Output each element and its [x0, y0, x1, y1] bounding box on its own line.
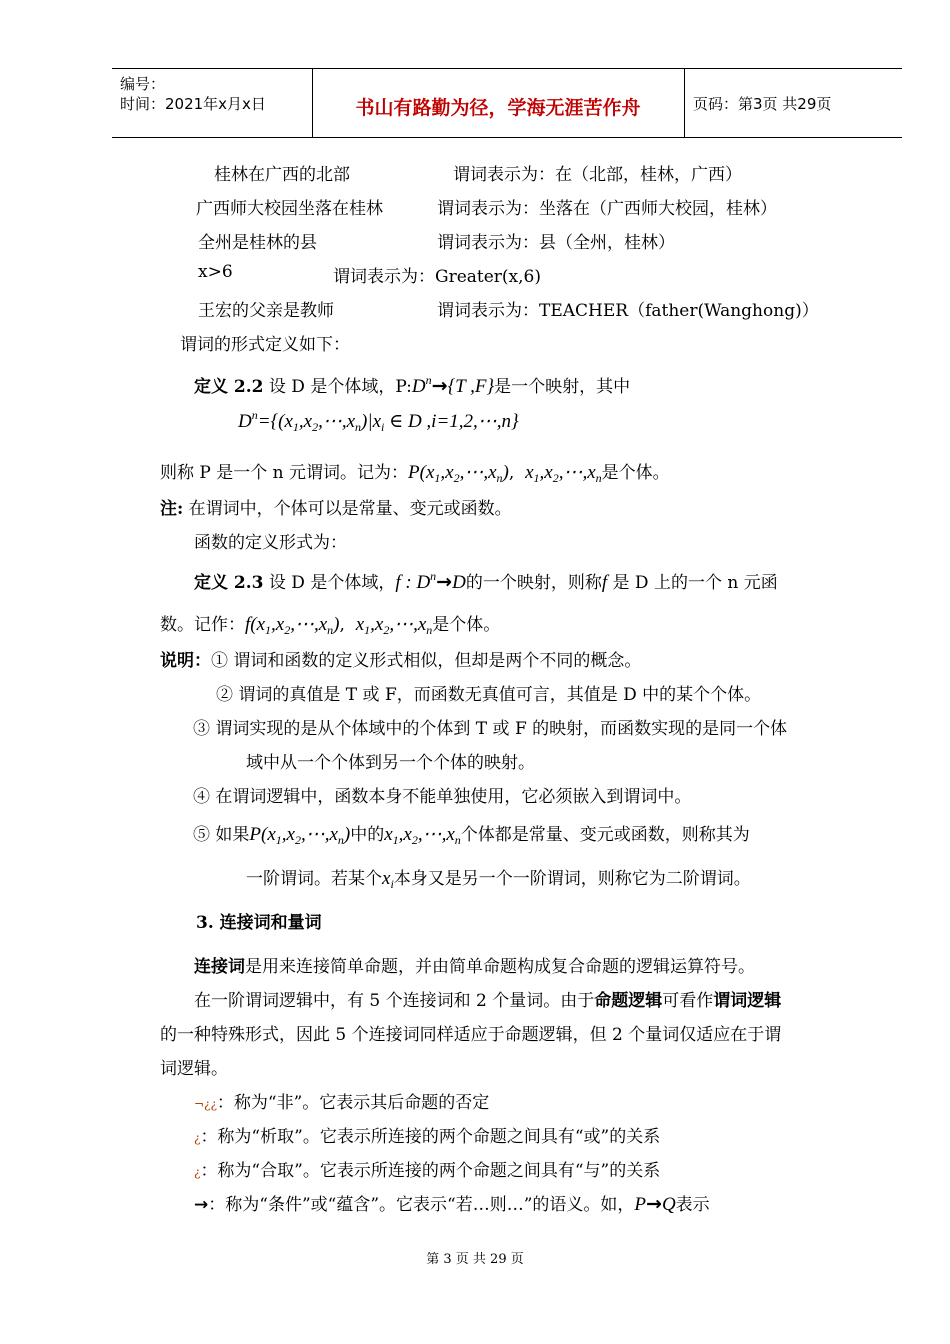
explanation-item-4: ④ 在谓词逻辑中，函数本身不能单独使用，它必须嵌入到谓词中。: [193, 787, 692, 807]
definition-2-3-text-d: 数。记作：: [160, 615, 245, 635]
explanation-item-5a: ⑤ 如果: [193, 825, 250, 845]
predicate-notation: $P(x_1,x_2,\cdots,x_n)$: [408, 462, 509, 485]
definition-2-3-text-c: 是 D 上的一个 n 元函: [607, 573, 778, 593]
explanation-item-2: ② 谓词的真值是 T 或 F，而函数无真值可言，其值是 D 中的某个个体。: [216, 685, 762, 705]
example-sentence-5: 王宏的父亲是教师: [198, 301, 334, 321]
header-motto-cell: [312, 69, 685, 137]
example-sentence-2: 广西师大校园坐落在桂林: [196, 199, 383, 219]
header-page-cell: [685, 69, 902, 137]
definition-2-3-text-a: 设 D 是个体域，: [263, 573, 396, 593]
disjunction-symbol: ¿: [194, 1131, 201, 1145]
paragraph-2-line-3: 词逻辑。: [160, 1059, 228, 1079]
function-definition-intro: 函数的定义形式为：: [194, 533, 347, 553]
explanation-item-5-cont: [246, 864, 751, 892]
paragraph-2-line-2: 的一种特殊形式，因此 5 个连接词同样适应于命题逻辑，但 2 个量词仅适应在于谓: [160, 1025, 782, 1045]
page-footer: 第 3 页 共 29 页: [426, 1252, 524, 1267]
explanation-item-3a: ③ 谓词实现的是从个体域中的个体到 T 或 F 的映射，而函数实现的是同一个体: [193, 719, 788, 739]
definition-2-2-mapping: $D^n\to\{T$ ,F}: [411, 373, 495, 397]
note-line: [160, 494, 512, 519]
header-info-cell: [112, 69, 313, 137]
predicate-notation-2: $P(x_1,x_2,\cdots,x_n)$: [249, 824, 351, 847]
conjunction-line: [194, 1156, 660, 1181]
disjunction-text: ：称为“析取”。它表示所连接的两个命题之间具有“或”的关系: [200, 1127, 661, 1147]
example-predicate-4: 谓词表示为：Greater(x,6): [333, 267, 541, 287]
conjunction-symbol: ¿: [194, 1165, 201, 1179]
example-predicate-1: 谓词表示为：在（北部，桂林，广西）: [453, 165, 742, 185]
definition-2-3-text-b: 的一个映射，则称: [465, 573, 602, 593]
implication-example: P→Q: [634, 1193, 676, 1215]
paragraph-2-line-1: [194, 986, 781, 1011]
connective-definition: [194, 952, 755, 977]
definition-2-2-text-d: 是个体。: [601, 463, 670, 483]
document-number-label: 编号：: [120, 75, 166, 93]
header-page-info: 页码：第3页 共29页: [693, 95, 832, 113]
function-individuals-list: $x_1,x_2,\cdots,x_n$: [355, 614, 433, 637]
paragraph-2-part-c: 可看作: [662, 991, 714, 1011]
predicate-logic-term: 谓词逻辑: [713, 991, 782, 1011]
example-predicate-3: 谓词表示为：县（全州，桂林）: [437, 233, 675, 253]
section-3-title: 3. 连接词和量词: [196, 913, 322, 933]
formal-definition-intro: 谓词的形式定义如下：: [180, 335, 350, 355]
implication-line: [194, 1190, 710, 1216]
definition-2-2-line: [194, 372, 630, 398]
example-predicate-5: 谓词表示为：TEACHER（father(Wanghong)）: [437, 301, 819, 321]
example-sentence-3: 全州是桂林的县: [198, 233, 317, 253]
example-sentence-1: 桂林在广西的北部: [214, 165, 350, 185]
explanation-label: 说明：: [160, 651, 211, 671]
negation-symbol: ¬¿¿: [194, 1097, 217, 1111]
explanation-item-1-line: [160, 646, 641, 671]
propositional-logic-term: 命题逻辑: [594, 991, 663, 1011]
explanation-item-3b: 域中从一个个体到另一个个体的映射。: [246, 753, 535, 773]
implication-arrow-icon: →: [194, 1195, 209, 1215]
connective-definition-text: 是用来连接简单命题，并由简单命题构成复合命题的逻辑运算符号。: [245, 957, 755, 977]
definition-2-2-text-b: 是一个映射，其中: [494, 377, 631, 397]
connective-term: 连接词: [194, 957, 245, 977]
document-time-label: 时间：2021年x月x日: [120, 95, 266, 113]
definition-2-3-label: 定义 2.3: [194, 573, 264, 593]
explanation-item-1: ① 谓词和函数的定义形式相似，但却是两个不同的概念。: [211, 651, 642, 671]
function-symbol: f: [601, 572, 608, 593]
function-notation: $f(x_1,x_2,\cdots,x_n)$: [245, 614, 340, 637]
example-predicate-2: 谓词表示为：坐落在（广西师大校园，桂林）: [437, 199, 777, 219]
header-motto: 书山有路勤为径，学海无涯苦作舟: [355, 97, 641, 119]
definition-2-3-notation: 数。记作：$f(x_1,x_2,\cdots,x_n)$, $x_1,x_2,\cdots,x_n$是个体。: [160, 614, 501, 637]
function-mapping: f : $D^n\to D$: [395, 569, 466, 593]
page-header: [112, 68, 902, 138]
definition-2-2-text-a: 设 D 是个体域，P:: [263, 377, 412, 397]
definition-2-2-domain-formula: $D^n=\{(x_1,x_2,\cdots,x_n)|x_i$ ∈ D ,i=1,2,⋯,n}: [238, 408, 519, 434]
conjunction-text: ：称为“合取”。它表示所连接的两个命题之间具有“与”的关系: [200, 1161, 661, 1181]
individuals-list: $x_1,x_2,\cdots,x_n$: [525, 462, 602, 485]
note-label: 注:: [160, 499, 184, 519]
definition-2-3-text-e: 是个体。: [432, 615, 501, 635]
explanation-item-5b: 中的: [350, 825, 385, 845]
individual-xi: $x_i$: [382, 868, 394, 891]
paragraph-2-part-a: 在一阶谓词逻辑中，有 5 个连接词和 2 个量词。由于: [194, 991, 595, 1011]
explanation-item-5d: 一阶谓词。若某个: [246, 869, 382, 889]
individuals-list-2: $x_1,x_2,\cdots,x_n$: [384, 824, 461, 847]
explanation-item-5c: 个体都是常量、变元或函数，则称其为: [460, 825, 750, 845]
implication-end: 表示: [675, 1195, 710, 1215]
definition-2-3-line: [194, 568, 778, 594]
explanation-item-5-line: [193, 820, 750, 848]
explanation-item-5e: 本身又是另一个一阶谓词，则称它为二阶谓词。: [393, 869, 751, 889]
definition-2-2-conclusion: 则称 P 是一个 n 元谓词。记为：$P(x_1,x_2,\cdots,x_n)$, $x_1,x_2,\cdots,x_n$是个体。: [160, 462, 670, 485]
implication-text: ：称为“条件”或“蕴含”。它表示“若…则…”的语义。如，: [208, 1195, 635, 1215]
negation-text: ：称为“非”。它表示其后命题的否定: [216, 1093, 490, 1113]
disjunction-line: [194, 1122, 660, 1147]
definition-2-2-label: 定义 2.2: [194, 377, 264, 397]
negation-line: [194, 1088, 489, 1113]
definition-2-2-text-c: 则称 P 是一个 n 元谓词。记为：: [160, 463, 409, 483]
note-text: 在谓词中，个体可以是常量、变元或函数。: [183, 499, 512, 519]
example-sentence-4: x>6: [198, 262, 233, 282]
